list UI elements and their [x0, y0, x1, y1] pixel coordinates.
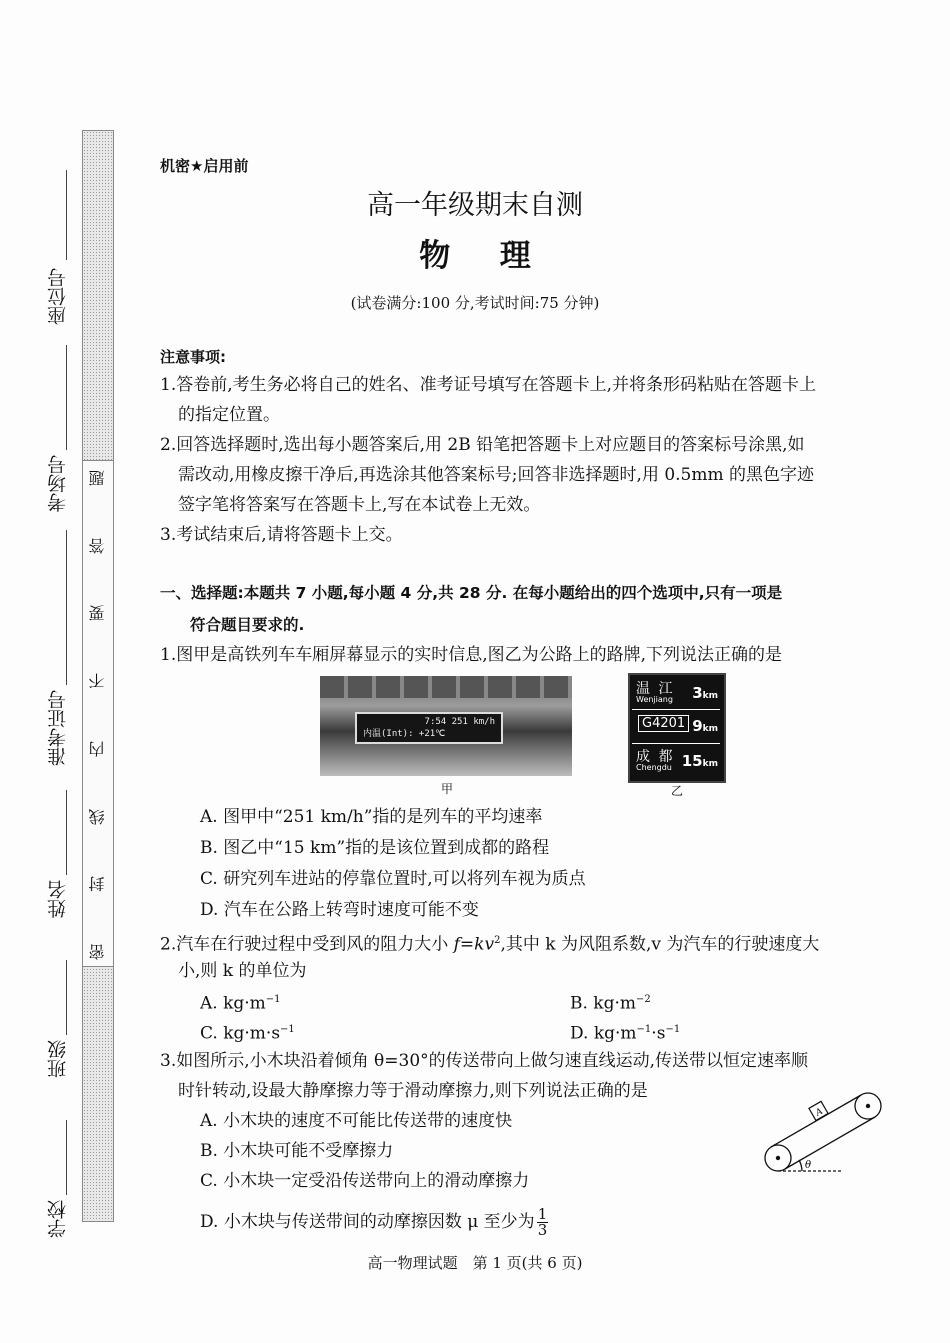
display-speed: 7:54 251 km/h [424, 717, 495, 727]
section-heading: 一、选择题:本题共 7 小题,每小题 4 分,共 28 分. 在每小题给出的四个选项中,只有一项是 [160, 584, 783, 602]
notice-line: 3.考试结束后,请将答题卡上交。 [160, 525, 403, 545]
exam-room-field[interactable] [66, 345, 67, 450]
ticket-number-label: 准考证号 [47, 690, 69, 766]
q3-option-a: A. 小木块的速度不可能比传送带的速度快 [200, 1111, 513, 1131]
q2-option-c: C. $kg\cdot m\cdot s^{-1}$ [200, 1023, 295, 1044]
roller-right-axle [866, 1104, 870, 1108]
section-heading-cont: 符合题目要求的. [190, 616, 305, 634]
q3-stem: 3.如图所示,小木块沿着倾角 θ=30°的传送带向上做匀速直线运动,传送带以恒定速率顺 [160, 1051, 809, 1071]
subject-title: 物理 [419, 238, 581, 274]
school-field[interactable] [66, 1120, 67, 1195]
notice-line: 1.答卷前,考生务必将自己的姓名、准考证号填写在答题卡上,并将条形码粘贴在答题卡上 [160, 375, 817, 395]
seal-char: 线 [87, 808, 107, 825]
angle-arc [799, 1160, 802, 1171]
sign-row-wenjiang [634, 678, 720, 708]
sign-place: 温 江 [636, 681, 675, 697]
seal-char: 内 [87, 740, 107, 757]
ceiling-panels [320, 676, 572, 698]
q3-stem-cont: 时针转动,设最大静摩擦力等于滑动摩擦力,则下列说法正确的是 [178, 1081, 648, 1101]
display-temp: 内温(Int): +21℃ [363, 729, 446, 739]
notice-heading: 注意事项: [160, 348, 226, 366]
belt-bottom [785, 1117, 875, 1169]
sign-row-highway [634, 711, 720, 741]
q2-stem: 2.汽车在行驶过程中受到风的阻力大小 $f=kv^2$,其中 k 为风阻系数,v 为汽车的行驶速度大 [160, 934, 820, 955]
seal-char: 密 [87, 943, 107, 960]
seal-char: 要 [87, 605, 107, 622]
q1-option-a: A. 图甲中“251 km/h”指的是列车的平均速率 [200, 807, 543, 827]
sign-distance: 3km [692, 684, 718, 702]
sign-divider [632, 709, 720, 710]
ticket-number-field[interactable] [66, 530, 67, 685]
seat-number-label: 座位号 [47, 268, 69, 325]
exam-title: 高一年级期末自测 [367, 190, 583, 221]
wooden-block [809, 1101, 828, 1120]
page-footer: 高一物理试题 第 1 页(共 6 页) [367, 1254, 583, 1272]
seal-char: 封 [87, 876, 107, 893]
sign-row-chengdu [634, 746, 720, 776]
q1-option-d: D. 汽车在公路上转弯时速度可能不变 [200, 900, 479, 920]
confidential-mark: 机密★启用前 [160, 157, 249, 175]
figure-caption-a: 甲 [441, 782, 454, 796]
seal-char: 答 [87, 537, 107, 554]
fraction: $\frac{1}{3}$ [537, 1205, 548, 1239]
formula: f=kv [453, 934, 495, 955]
seal-char: 不 [87, 673, 107, 690]
exam-info: (试卷满分:100 分,考试时间:75 分钟) [350, 294, 600, 312]
train-display [355, 712, 503, 744]
seal-text [82, 470, 112, 960]
q3-option-b: B. 小木块可能不受摩擦力 [200, 1141, 394, 1161]
exam-room-label: 考场号 [47, 455, 69, 512]
sign-pinyin: Chengdu [636, 763, 672, 772]
angle-label: θ [805, 1160, 812, 1171]
class-label: 班级 [47, 1040, 69, 1078]
name-label: 姓名 [47, 880, 69, 918]
sign-distance: 15km [681, 752, 718, 770]
highway-code: G4201 [638, 715, 689, 732]
class-field[interactable] [66, 960, 67, 1035]
q2-option-b: B. $kg\cdot m^{-2}$ [570, 993, 651, 1014]
roller-left-axle [776, 1156, 780, 1160]
figure-caption-b: 乙 [671, 784, 684, 798]
seal-char: 题 [87, 470, 107, 486]
school-label: 学校 [47, 1200, 69, 1238]
block-label: A [814, 1106, 825, 1119]
notice-line: 2.回答选择题时,选出每小题答案后,用 2B 铅笔把答题卡上对应题目的答案标号涂黑,如 [160, 435, 805, 455]
sign-distance: 9km [692, 717, 718, 735]
notice-line: 签字笔将答案写在答题卡上,写在本试卷上无效。 [178, 495, 541, 515]
q1-option-c: C. 研究列车进站的停靠位置时,可以将列车视为质点 [200, 869, 586, 889]
sign-divider [632, 743, 720, 744]
notice-line: 的指定位置。 [178, 405, 280, 425]
name-field[interactable] [66, 790, 67, 875]
conveyor-diagram [750, 1080, 890, 1180]
notice-line: 需改动,用橡皮擦干净后,再选涂其他答案标号;回答非选择题时,用 0.5mm 的黑色字迹 [178, 465, 815, 485]
q2-option-d: D. $kg\cdot m^{-1}\cdot s^{-1}$ [570, 1023, 681, 1044]
q1-option-b: B. 图乙中“15 km”指的是该位置到成都的路程 [200, 838, 550, 858]
q3-option-d: D. 小木块与传送带间的动摩擦因数 μ 至少为 $\frac{1}{3}$ [200, 1205, 548, 1239]
q2-stem-cont: 小,则 k 的单位为 [178, 961, 307, 981]
q3-option-c: C. 小木块一定受沿传送带向上的滑动摩擦力 [200, 1171, 530, 1191]
road-sign [628, 673, 726, 783]
q1-stem: 1.图甲是高铁列车车厢屏幕显示的实时信息,图乙为公路上的路牌,下列说法正确的是 [160, 645, 783, 665]
sign-pinyin: Wenjiang [636, 695, 673, 704]
q2-option-a: A. $kg\cdot m^{-1}$ [200, 993, 281, 1014]
sign-place: 成 都 [636, 749, 675, 765]
